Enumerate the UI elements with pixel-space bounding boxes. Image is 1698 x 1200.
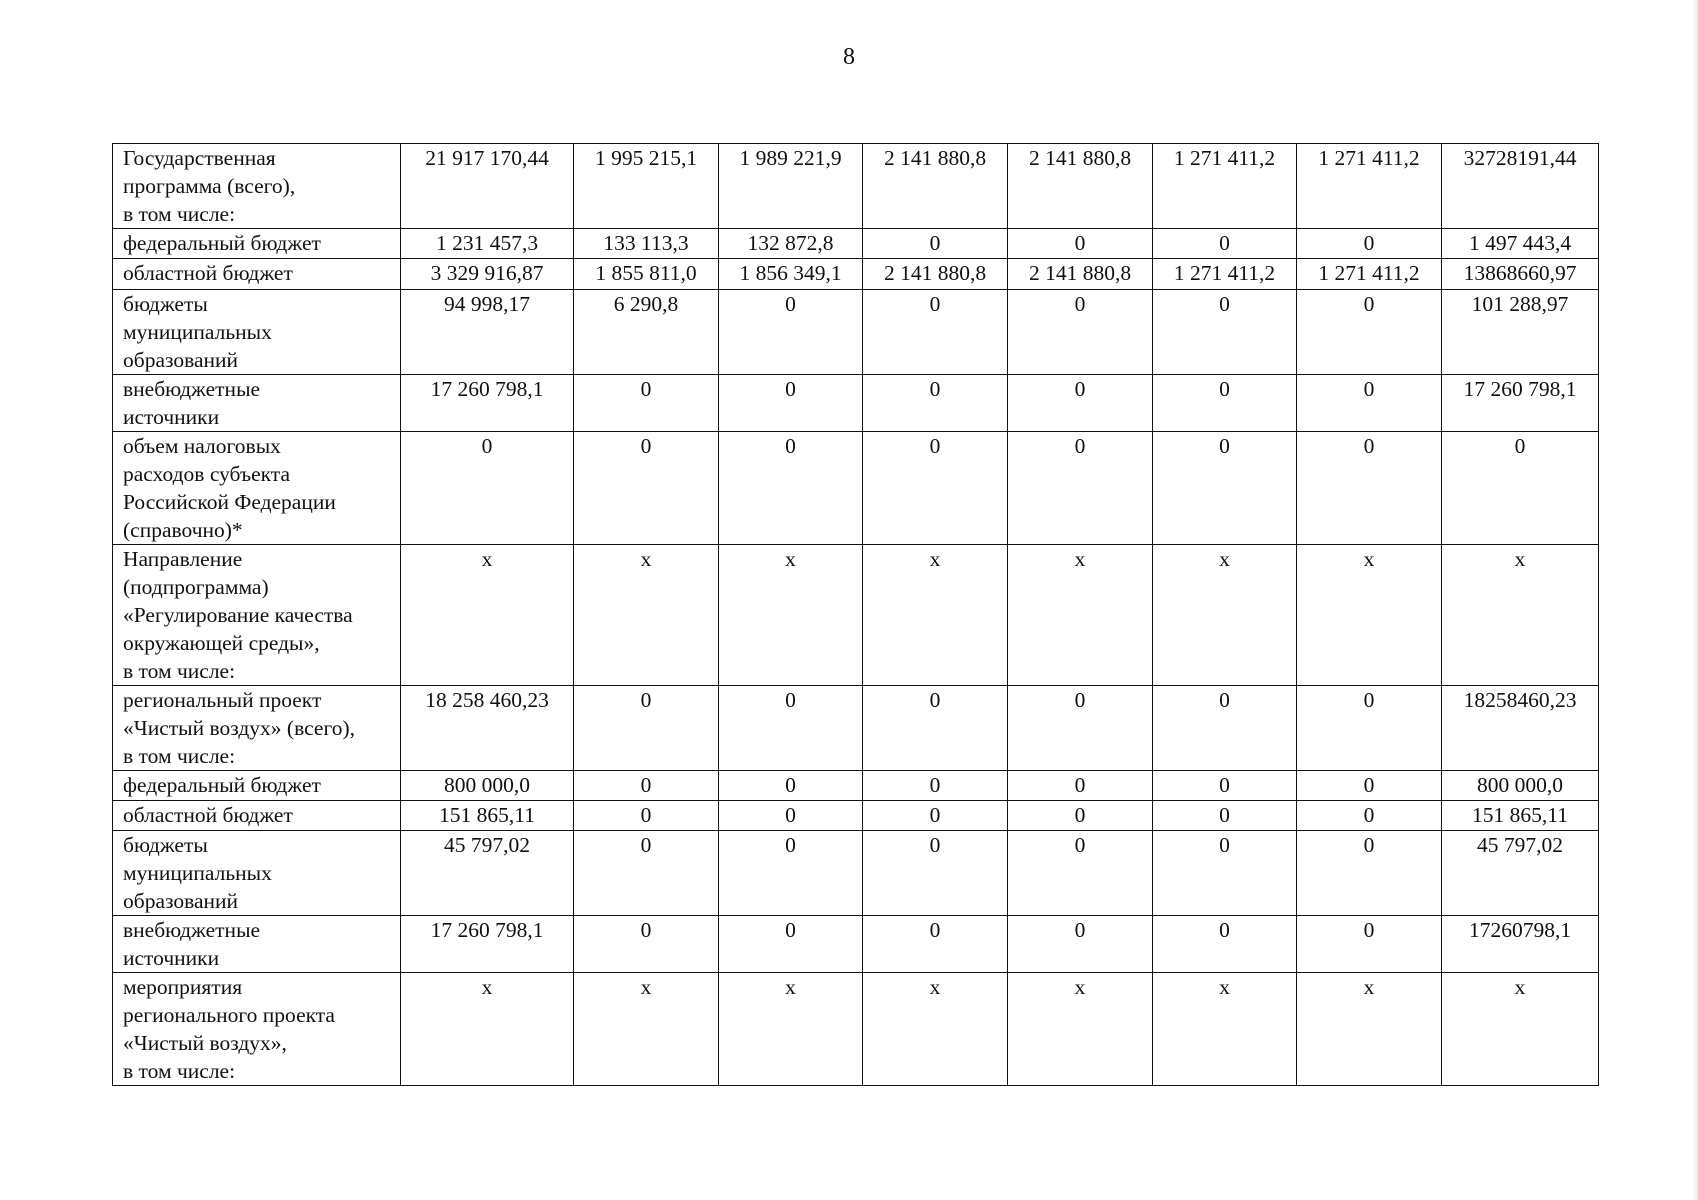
row-value: 0 [1153,916,1297,973]
row-value: x [1442,973,1599,1086]
row-value: 1 271 411,2 [1153,259,1297,290]
row-value: 1 271 411,2 [1297,144,1442,229]
row-value: 1 271 411,2 [1297,259,1442,290]
row-value: x [574,973,719,1086]
row-value: 0 [863,229,1008,259]
row-value: 1 995 215,1 [574,144,719,229]
row-value: 0 [719,916,863,973]
row-value: x [863,545,1008,686]
row-label: объем налоговых расходов субъекта Российской Федерации (справочно)* [113,432,401,545]
row-value: 0 [574,916,719,973]
row-value: 0 [1153,771,1297,801]
row-value: 0 [863,686,1008,771]
row-value: x [719,973,863,1086]
row-value: 0 [1153,686,1297,771]
row-value: 0 [401,432,574,545]
row-value: 0 [1008,801,1153,831]
row-value: 0 [863,432,1008,545]
row-value: 0 [719,831,863,916]
row-value: 0 [719,432,863,545]
row-label: бюджеты муниципальных образований [113,290,401,375]
row-value: 21 917 170,44 [401,144,574,229]
row-value: 0 [1297,916,1442,973]
row-value: x [1442,545,1599,686]
row-value: 0 [1008,771,1153,801]
row-value: 32728191,44 [1442,144,1599,229]
row-value: 1 856 349,1 [719,259,863,290]
row-value: 0 [1008,375,1153,432]
row-label: региональный проект «Чистый воздух» (всего), в том числе: [113,686,401,771]
table-row [113,973,1599,1086]
row-label: областной бюджет [113,801,401,831]
row-value: 2 141 880,8 [1008,144,1153,229]
table-row [113,432,1599,545]
row-value: 151 865,11 [401,801,574,831]
table-row [113,545,1599,686]
row-value: 0 [1153,432,1297,545]
row-value: 0 [574,686,719,771]
row-value: 0 [1008,229,1153,259]
row-value: 0 [574,831,719,916]
row-value: 1 231 457,3 [401,229,574,259]
row-value: 101 288,97 [1442,290,1599,375]
row-value: x [1297,973,1442,1086]
row-value: 18 258 460,23 [401,686,574,771]
row-value: x [401,545,574,686]
row-value: 0 [1153,290,1297,375]
row-value: 151 865,11 [1442,801,1599,831]
scan-edge [1692,0,1698,1200]
row-value: 0 [719,686,863,771]
row-value: 1 271 411,2 [1153,144,1297,229]
row-value: 2 141 880,8 [863,259,1008,290]
row-value: 0 [574,432,719,545]
row-label: Государственная программа (всего), в том числе: [113,144,401,229]
table-row [113,375,1599,432]
row-value: 0 [863,290,1008,375]
row-value: 0 [1008,686,1153,771]
row-value: 0 [863,916,1008,973]
row-value: x [863,973,1008,1086]
row-value: 13868660,97 [1442,259,1599,290]
row-label: федеральный бюджет [113,771,401,801]
row-value: 0 [1008,831,1153,916]
row-label: областной бюджет [113,259,401,290]
row-value: 0 [1153,229,1297,259]
row-value: 0 [1297,801,1442,831]
table-row [113,801,1599,831]
row-value: 0 [863,801,1008,831]
table-row [113,229,1599,259]
row-value: 0 [1008,290,1153,375]
row-value: 2 141 880,8 [1008,259,1153,290]
row-label: бюджеты муниципальных образований [113,831,401,916]
row-value: 0 [1297,432,1442,545]
row-value: 94 998,17 [401,290,574,375]
row-value: 0 [863,375,1008,432]
row-value: 0 [1153,375,1297,432]
row-value: 800 000,0 [1442,771,1599,801]
row-value: 0 [863,831,1008,916]
table-row [113,771,1599,801]
row-value: 45 797,02 [1442,831,1599,916]
table-row [113,831,1599,916]
row-label: Направление (подпрограмма) «Регулирование качества окружающей среды», в том числе: [113,545,401,686]
row-label: федеральный бюджет [113,229,401,259]
row-value: 0 [1442,432,1599,545]
row-value: 0 [1153,831,1297,916]
row-value: x [1153,973,1297,1086]
row-label: внебюджетные источники [113,916,401,973]
row-value: 6 290,8 [574,290,719,375]
table-row [113,290,1599,375]
row-value: 0 [863,771,1008,801]
row-label: внебюджетные источники [113,375,401,432]
row-value: 0 [1153,801,1297,831]
row-value: 1 855 811,0 [574,259,719,290]
row-value: x [719,545,863,686]
row-value: 0 [1297,229,1442,259]
row-value: 0 [1297,290,1442,375]
row-value: 17 260 798,1 [401,916,574,973]
table-row [113,259,1599,290]
table-row [113,144,1599,229]
table-body [113,144,1599,1086]
row-value: 17 260 798,1 [1442,375,1599,432]
row-value: 1 497 443,4 [1442,229,1599,259]
row-value: 133 113,3 [574,229,719,259]
row-value: 0 [719,801,863,831]
row-value: 17 260 798,1 [401,375,574,432]
row-value: x [574,545,719,686]
row-value: x [1297,545,1442,686]
row-value: 0 [1297,686,1442,771]
row-value: 800 000,0 [401,771,574,801]
row-value: 0 [1297,771,1442,801]
budget-table [112,143,1599,1086]
row-label: мероприятия регионального проекта «Чистый воздух», в том числе: [113,973,401,1086]
row-value: 132 872,8 [719,229,863,259]
row-value: 0 [719,375,863,432]
row-value: 45 797,02 [401,831,574,916]
table-row [113,916,1599,973]
row-value: x [1153,545,1297,686]
row-value: 0 [719,290,863,375]
row-value: 0 [574,375,719,432]
page-number: 8 [843,44,855,70]
row-value: x [1008,545,1153,686]
row-value: 0 [574,801,719,831]
row-value: 0 [1297,375,1442,432]
table-row [113,686,1599,771]
row-value: 0 [1008,432,1153,545]
row-value: 0 [719,771,863,801]
row-value: 0 [1008,916,1153,973]
row-value: 2 141 880,8 [863,144,1008,229]
row-value: 1 989 221,9 [719,144,863,229]
row-value: 3 329 916,87 [401,259,574,290]
row-value: 18258460,23 [1442,686,1599,771]
row-value: 0 [1297,831,1442,916]
row-value: x [401,973,574,1086]
row-value: 17260798,1 [1442,916,1599,973]
row-value: x [1008,973,1153,1086]
row-value: 0 [574,771,719,801]
